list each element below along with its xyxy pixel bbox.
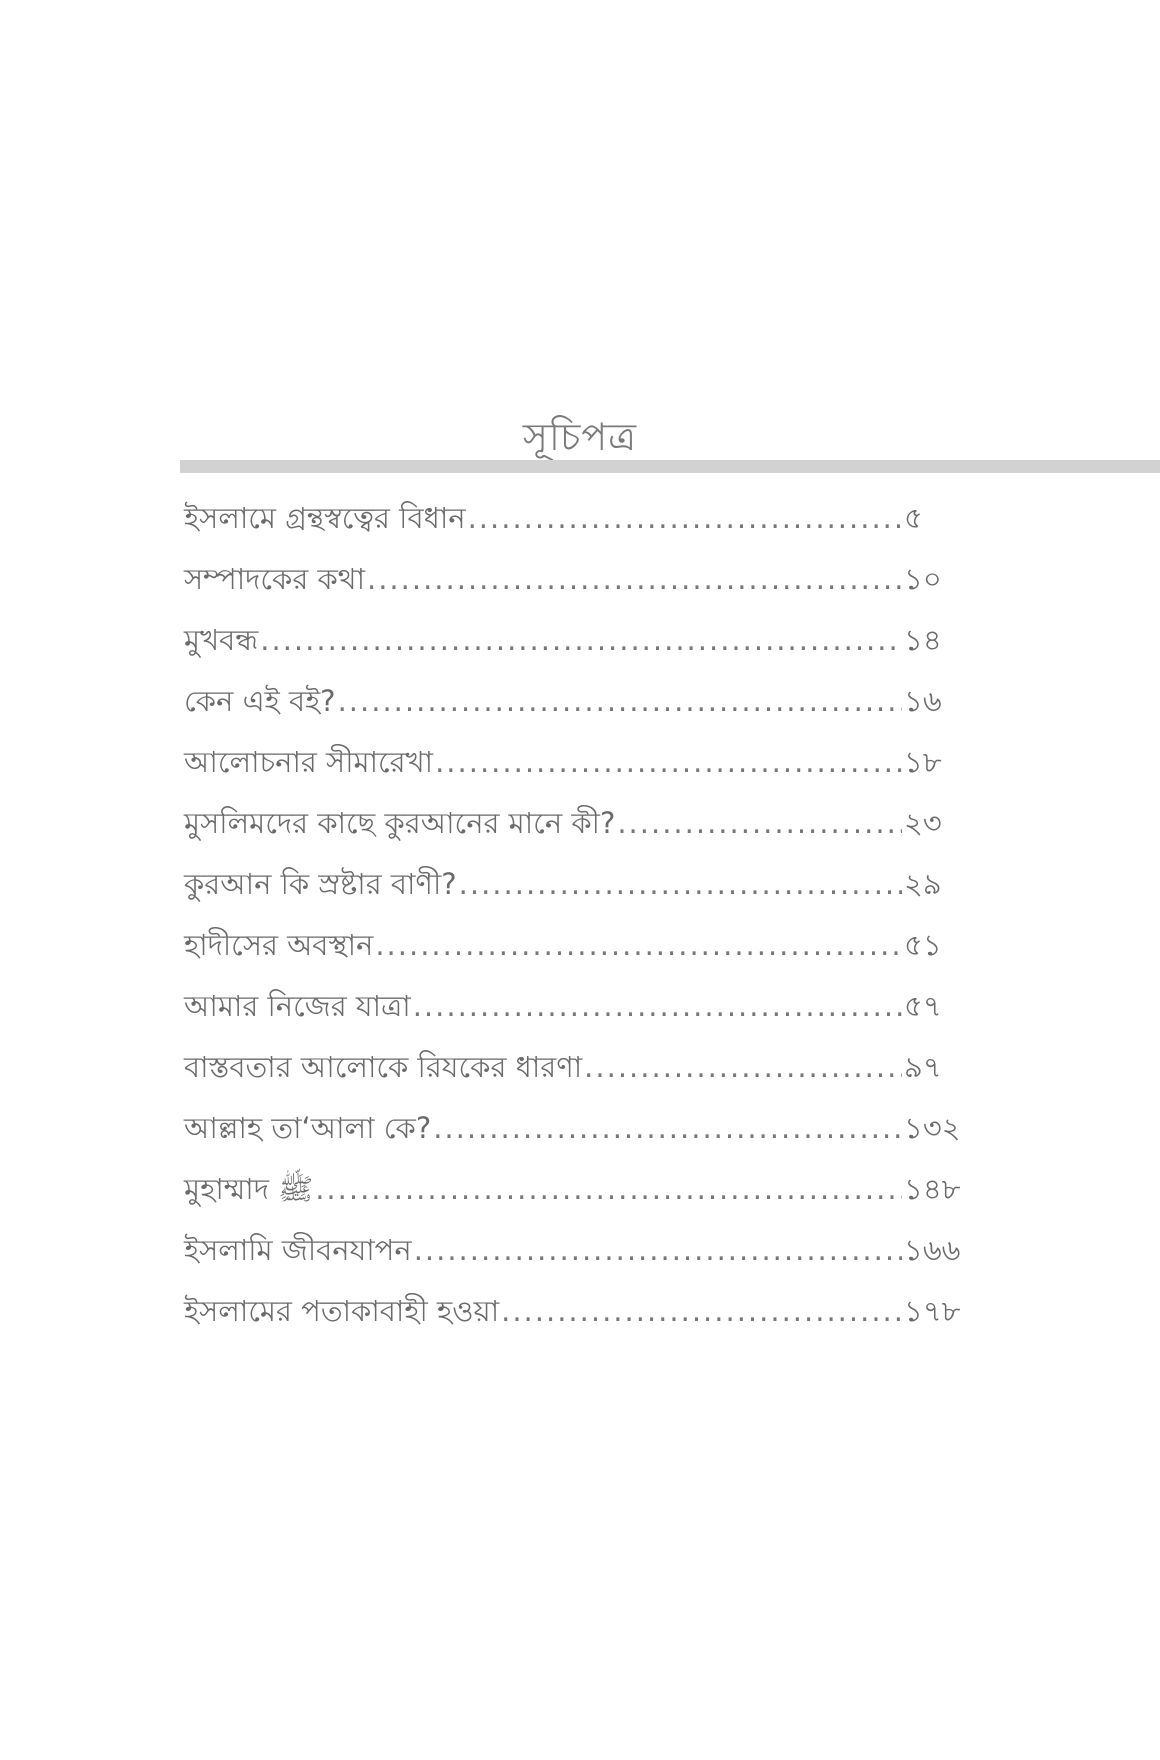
- page-title: সূচিপত্র: [522, 415, 638, 459]
- toc-entry-page-number: ৯৭: [904, 1050, 942, 1084]
- toc-entry-page-number: ১৪: [904, 623, 942, 657]
- toc-entry-title: ইসলামের পতাকাবাহী হওয়া: [184, 1294, 500, 1328]
- toc-entry-title: মুসলিমদের কাছে কুরআনের মানে কী?: [184, 806, 616, 840]
- title-divider: [180, 460, 1160, 473]
- dot-leader: [367, 562, 902, 596]
- dot-leader: [468, 501, 902, 535]
- toc-entry-page-number: ১০: [904, 562, 942, 596]
- dot-leader: [459, 867, 902, 901]
- toc-entry[interactable]: [184, 984, 974, 1045]
- toc-entry-title: কেন এই বই?: [184, 684, 336, 718]
- dot-leader: [260, 623, 902, 657]
- toc-entry[interactable]: [184, 679, 974, 740]
- toc-entry-title: ইসলামি জীবনযাপন: [184, 1233, 412, 1267]
- toc-entry-title: মুহাম্মাদ ﷺ: [184, 1172, 314, 1206]
- dot-leader: [584, 1050, 902, 1084]
- toc-entry-page-number: ১৬: [904, 684, 942, 718]
- dot-leader: [375, 928, 902, 962]
- toc-entry[interactable]: [184, 1289, 974, 1350]
- toc-entry[interactable]: [184, 923, 974, 984]
- toc-entry[interactable]: [184, 740, 974, 801]
- toc-entry-title: হাদীসের অবস্থান: [184, 928, 374, 962]
- toc-entry[interactable]: [184, 801, 974, 862]
- toc-entry-page-number: ৫৭: [904, 989, 942, 1023]
- table-of-contents: [184, 496, 974, 1350]
- toc-entry[interactable]: [184, 1167, 974, 1228]
- toc-entry-title: কুরআন কি স্রষ্টার বাণী?: [184, 867, 457, 901]
- dot-leader: [414, 1233, 902, 1267]
- toc-entry-page-number: ১৬৬: [904, 1233, 961, 1267]
- dot-leader: [338, 684, 902, 718]
- dot-leader: [435, 745, 902, 779]
- toc-entry-title: আল্লাহ তা‘আলা কে?: [184, 1111, 432, 1145]
- toc-entry[interactable]: [184, 618, 974, 679]
- toc-entry-page-number: ১৭৮: [904, 1294, 961, 1328]
- toc-entry[interactable]: [184, 1045, 974, 1106]
- toc-entry[interactable]: [184, 557, 974, 618]
- toc-entry[interactable]: [184, 1106, 974, 1167]
- toc-entry-title: আলোচনার সীমারেখা: [184, 745, 434, 779]
- toc-entry-page-number: ১৮: [904, 745, 942, 779]
- toc-entry-title: আমার নিজের যাত্রা: [184, 989, 411, 1023]
- toc-entry-title: মুখবন্ধ: [184, 623, 259, 657]
- dot-leader: [617, 806, 902, 840]
- toc-entry[interactable]: [184, 862, 974, 923]
- toc-entry-title: ইসলামে গ্রন্থস্বত্বের বিধান: [184, 501, 466, 535]
- dot-leader: [413, 989, 902, 1023]
- dot-leader: [501, 1294, 902, 1328]
- toc-entry-page-number: ২৯: [904, 867, 942, 901]
- toc-entry-page-number: ১৪৮: [904, 1172, 961, 1206]
- toc-entry-page-number: ৫১: [904, 928, 942, 962]
- toc-entry[interactable]: [184, 496, 974, 557]
- toc-entry[interactable]: [184, 1228, 974, 1289]
- toc-entry-title: সম্পাদকের কথা: [184, 562, 365, 596]
- toc-entry-title: বাস্তবতার আলোকে রিযকের ধারণা: [184, 1050, 583, 1084]
- dot-leader: [433, 1111, 902, 1145]
- toc-entry-page-number: ৫: [904, 501, 923, 535]
- toc-entry-page-number: ১৩২: [904, 1111, 961, 1145]
- dot-leader: [315, 1172, 902, 1206]
- toc-entry-page-number: ২৩: [904, 806, 942, 840]
